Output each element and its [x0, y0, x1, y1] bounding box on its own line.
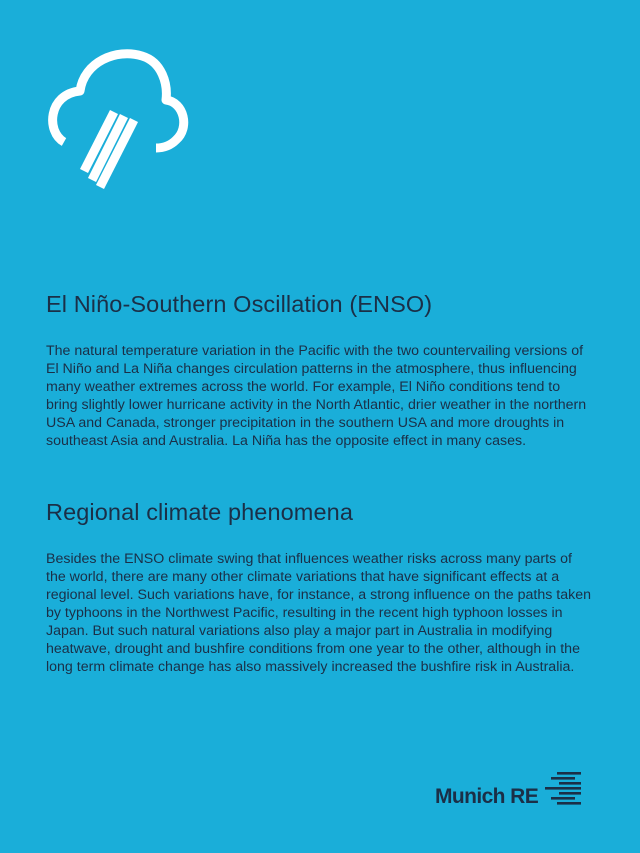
- section-body-regional: Besides the ENSO climate swing that influences weather risks across many parts of the world, there are many other climate variations that have significant effects at a regional level. Such variations have, for instance, a strong influence on the paths taken by typhoons in the Northwest Pacific, resulting in the recent high typhoon losses in Japan. But such natural variations also play a major part in Australia in modifying heatwave, drought and bushfire conditions from one year to the other, although in the long term climate change has also massively increased the bushfire risk in Australia.: [46, 551, 591, 675]
- munich-re-logo: [435, 768, 583, 808]
- cloud-rain-icon: [44, 44, 190, 190]
- brand-name: Munich RE: [435, 785, 539, 808]
- section-body-enso: The natural temperature variation in the Pacific with the two countervailing versions of El Niño and La Niña changes circulation patterns in the atmosphere, thus influencing many weather extremes across the world. For example, El Niño conditions tend to bring slightly lower hurricane activity in the North Atlantic, drier weather in the northern USA and Canada, stronger precipitation in the southern USA and more droughts in southeast Asia and Australia. La Niña has the opposite effect in many cases.: [46, 343, 587, 449]
- section-enso: [46, 288, 594, 450]
- munich-re-stripes-icon: [543, 771, 583, 809]
- section-regional: [46, 496, 594, 676]
- section-title-enso: El Niño-Southern Oscillation (ENSO): [46, 291, 433, 317]
- section-title-regional: Regional climate phenomena: [46, 499, 353, 525]
